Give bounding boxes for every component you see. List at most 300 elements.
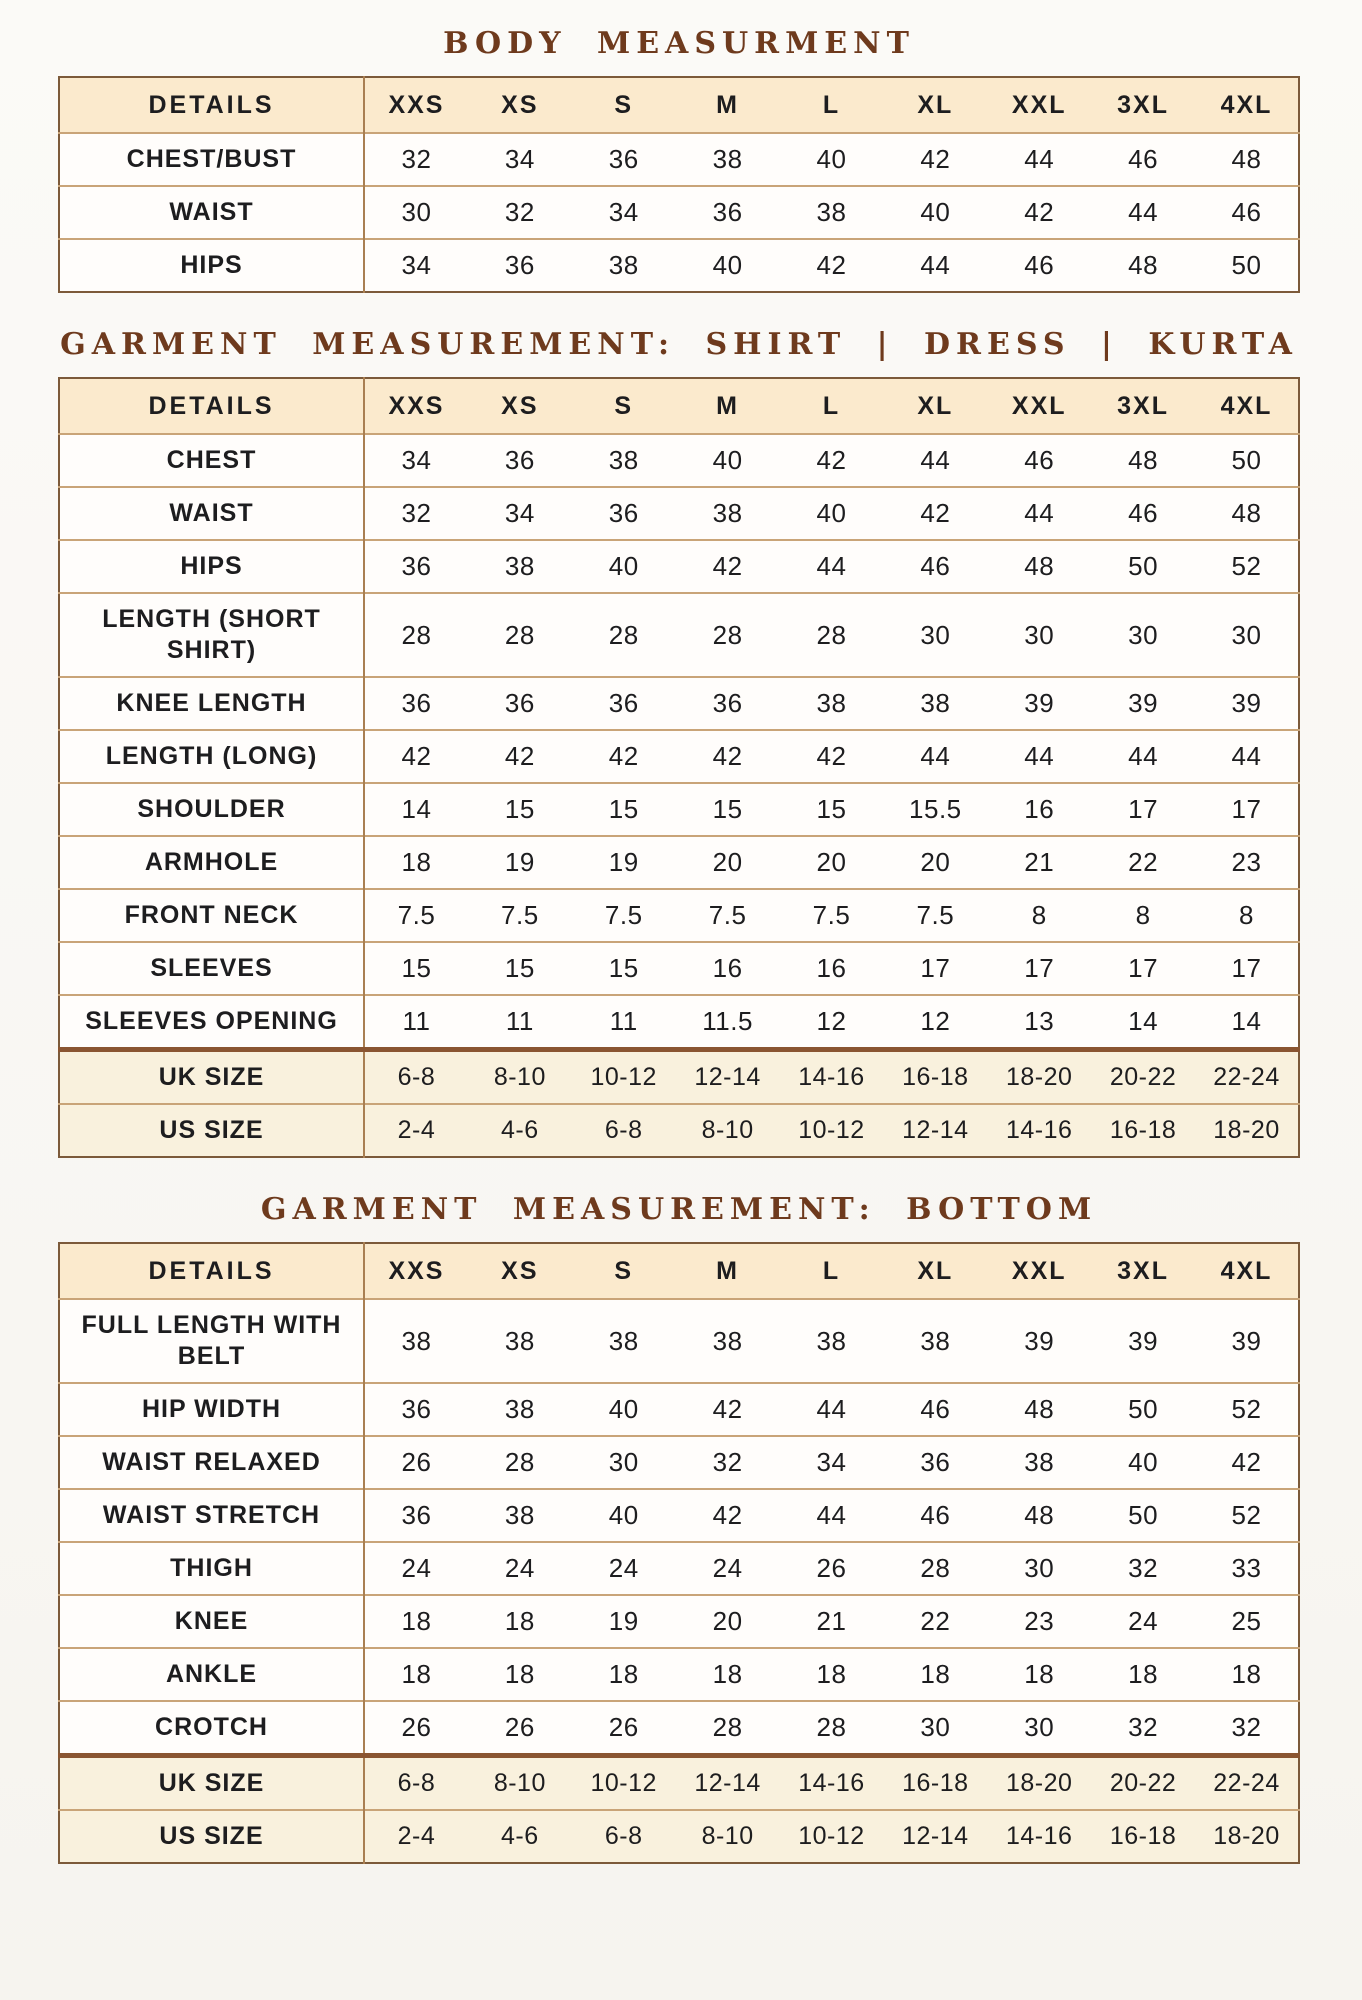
table-row xyxy=(59,1595,1299,1648)
size-header: 4XL xyxy=(1195,77,1299,133)
value-cell: 17 xyxy=(1091,942,1195,995)
value-cell: 40 xyxy=(572,1383,676,1436)
value-cell: 11.5 xyxy=(676,995,780,1050)
row-label: UK SIZE xyxy=(59,1756,364,1811)
measurement-table xyxy=(58,76,1300,293)
size-header: XXL xyxy=(987,77,1091,133)
value-cell: 18 xyxy=(1195,1648,1299,1701)
row-label: SLEEVES OPENING xyxy=(59,995,364,1050)
row-label: CROTCH xyxy=(59,1701,364,1756)
value-cell: 38 xyxy=(468,1299,572,1383)
value-cell: 10-12 xyxy=(780,1810,884,1863)
value-cell: 6-8 xyxy=(364,1756,468,1811)
value-cell: 42 xyxy=(364,730,468,783)
value-cell: 46 xyxy=(883,540,987,593)
size-header: XL xyxy=(883,1243,987,1299)
row-label: LENGTH (SHORT SHIRT) xyxy=(59,593,364,677)
value-cell: 16-18 xyxy=(883,1050,987,1105)
value-cell: 22 xyxy=(1091,836,1195,889)
table-row xyxy=(59,1542,1299,1595)
size-header: S xyxy=(572,378,676,434)
value-cell: 42 xyxy=(780,434,884,487)
table-row xyxy=(59,677,1299,730)
table-row xyxy=(59,942,1299,995)
value-cell: 32 xyxy=(1195,1701,1299,1756)
value-cell: 50 xyxy=(1091,1383,1195,1436)
value-cell: 42 xyxy=(468,730,572,783)
value-cell: 8 xyxy=(987,889,1091,942)
value-cell: 28 xyxy=(468,593,572,677)
value-cell: 46 xyxy=(1195,186,1299,239)
value-cell: 18 xyxy=(468,1595,572,1648)
size-header: S xyxy=(572,1243,676,1299)
value-cell: 24 xyxy=(676,1542,780,1595)
value-cell: 15 xyxy=(572,783,676,836)
table-row xyxy=(59,186,1299,239)
value-cell: 8-10 xyxy=(676,1810,780,1863)
value-cell: 22-24 xyxy=(1195,1756,1299,1811)
value-cell: 44 xyxy=(987,133,1091,186)
value-cell: 18-20 xyxy=(987,1050,1091,1105)
value-cell: 26 xyxy=(780,1542,884,1595)
value-cell: 36 xyxy=(468,434,572,487)
value-cell: 44 xyxy=(987,487,1091,540)
table-row xyxy=(59,1648,1299,1701)
value-cell: 42 xyxy=(780,730,884,783)
value-cell: 7.5 xyxy=(468,889,572,942)
value-cell: 18-20 xyxy=(987,1756,1091,1811)
value-cell: 30 xyxy=(987,593,1091,677)
value-cell: 38 xyxy=(572,1299,676,1383)
value-cell: 26 xyxy=(364,1436,468,1489)
value-cell: 42 xyxy=(883,487,987,540)
value-cell: 44 xyxy=(883,730,987,783)
header-row xyxy=(59,378,1299,434)
value-cell: 15 xyxy=(364,942,468,995)
value-cell: 15 xyxy=(676,783,780,836)
size-header: 3XL xyxy=(1091,77,1195,133)
value-cell: 15 xyxy=(572,942,676,995)
value-cell: 16 xyxy=(676,942,780,995)
table-head xyxy=(59,1243,1299,1299)
value-cell: 46 xyxy=(1091,487,1195,540)
value-cell: 12-14 xyxy=(676,1050,780,1105)
size-header: M xyxy=(676,378,780,434)
value-cell: 46 xyxy=(987,239,1091,292)
value-cell: 20 xyxy=(676,836,780,889)
value-cell: 38 xyxy=(468,540,572,593)
value-cell: 40 xyxy=(676,239,780,292)
value-cell: 33 xyxy=(1195,1542,1299,1595)
value-cell: 52 xyxy=(1195,540,1299,593)
value-cell: 7.5 xyxy=(780,889,884,942)
value-cell: 11 xyxy=(468,995,572,1050)
value-cell: 28 xyxy=(676,1701,780,1756)
value-cell: 44 xyxy=(780,540,884,593)
row-label: ANKLE xyxy=(59,1648,364,1701)
value-cell: 12-14 xyxy=(883,1810,987,1863)
value-cell: 36 xyxy=(572,487,676,540)
table-row xyxy=(59,1810,1299,1863)
value-cell: 6-8 xyxy=(572,1104,676,1157)
size-header: L xyxy=(780,1243,884,1299)
row-label: UK SIZE xyxy=(59,1050,364,1105)
value-cell: 8 xyxy=(1195,889,1299,942)
details-header: DETAILS xyxy=(59,77,364,133)
row-label: LENGTH (LONG) xyxy=(59,730,364,783)
value-cell: 34 xyxy=(468,133,572,186)
value-cell: 42 xyxy=(780,239,884,292)
table-row xyxy=(59,593,1299,677)
value-cell: 15 xyxy=(468,942,572,995)
value-cell: 18 xyxy=(364,836,468,889)
size-header: XXL xyxy=(987,378,1091,434)
value-cell: 48 xyxy=(987,1489,1091,1542)
size-header: XS xyxy=(468,1243,572,1299)
value-cell: 38 xyxy=(364,1299,468,1383)
table-body xyxy=(59,434,1299,1157)
value-cell: 42 xyxy=(676,730,780,783)
header-row xyxy=(59,1243,1299,1299)
value-cell: 23 xyxy=(1195,836,1299,889)
value-cell: 48 xyxy=(1091,434,1195,487)
value-cell: 17 xyxy=(1195,942,1299,995)
value-cell: 50 xyxy=(1195,239,1299,292)
value-cell: 34 xyxy=(780,1436,884,1489)
row-label: CHEST xyxy=(59,434,364,487)
value-cell: 20-22 xyxy=(1091,1756,1195,1811)
value-cell: 42 xyxy=(1195,1436,1299,1489)
value-cell: 22 xyxy=(883,1595,987,1648)
value-cell: 28 xyxy=(780,593,884,677)
value-cell: 40 xyxy=(780,133,884,186)
value-cell: 14 xyxy=(364,783,468,836)
value-cell: 14 xyxy=(1195,995,1299,1050)
value-cell: 24 xyxy=(572,1542,676,1595)
value-cell: 28 xyxy=(780,1701,884,1756)
value-cell: 19 xyxy=(572,836,676,889)
value-cell: 12 xyxy=(780,995,884,1050)
size-header: M xyxy=(676,77,780,133)
row-label: WAIST xyxy=(59,186,364,239)
table-row xyxy=(59,1701,1299,1756)
value-cell: 40 xyxy=(676,434,780,487)
row-label: HIPS xyxy=(59,540,364,593)
value-cell: 17 xyxy=(987,942,1091,995)
value-cell: 8-10 xyxy=(468,1756,572,1811)
value-cell: 36 xyxy=(468,239,572,292)
value-cell: 50 xyxy=(1195,434,1299,487)
value-cell: 36 xyxy=(676,186,780,239)
row-label: KNEE xyxy=(59,1595,364,1648)
value-cell: 36 xyxy=(364,540,468,593)
row-label: THIGH xyxy=(59,1542,364,1595)
value-cell: 39 xyxy=(1195,677,1299,730)
value-cell: 44 xyxy=(987,730,1091,783)
value-cell: 24 xyxy=(468,1542,572,1595)
value-cell: 7.5 xyxy=(883,889,987,942)
table-row xyxy=(59,1104,1299,1157)
size-header: XL xyxy=(883,77,987,133)
value-cell: 30 xyxy=(883,1701,987,1756)
value-cell: 44 xyxy=(883,434,987,487)
value-cell: 16-18 xyxy=(1091,1810,1195,1863)
value-cell: 40 xyxy=(883,186,987,239)
value-cell: 39 xyxy=(1091,1299,1195,1383)
size-header: XS xyxy=(468,77,572,133)
value-cell: 34 xyxy=(468,487,572,540)
value-cell: 32 xyxy=(364,487,468,540)
value-cell: 38 xyxy=(676,133,780,186)
table-row xyxy=(59,836,1299,889)
value-cell: 25 xyxy=(1195,1595,1299,1648)
value-cell: 32 xyxy=(364,133,468,186)
size-header: 3XL xyxy=(1091,378,1195,434)
value-cell: 16 xyxy=(987,783,1091,836)
table-title: GARMENT MEASUREMENT: BOTTOM xyxy=(260,1192,1098,1227)
size-header: S xyxy=(572,77,676,133)
value-cell: 19 xyxy=(572,1595,676,1648)
size-header: XXS xyxy=(364,1243,468,1299)
value-cell: 16 xyxy=(780,942,884,995)
tables-container xyxy=(58,26,1300,1864)
value-cell: 38 xyxy=(676,487,780,540)
value-cell: 10-12 xyxy=(572,1050,676,1105)
row-label: WAIST xyxy=(59,487,364,540)
value-cell: 8-10 xyxy=(676,1104,780,1157)
value-cell: 15.5 xyxy=(883,783,987,836)
value-cell: 17 xyxy=(883,942,987,995)
value-cell: 46 xyxy=(987,434,1091,487)
value-cell: 18 xyxy=(883,1648,987,1701)
value-cell: 4-6 xyxy=(468,1810,572,1863)
value-cell: 28 xyxy=(883,1542,987,1595)
value-cell: 18 xyxy=(572,1648,676,1701)
value-cell: 30 xyxy=(987,1542,1091,1595)
table-row xyxy=(59,1436,1299,1489)
row-label: US SIZE xyxy=(59,1810,364,1863)
value-cell: 38 xyxy=(572,239,676,292)
value-cell: 36 xyxy=(676,677,780,730)
table-row xyxy=(59,783,1299,836)
value-cell: 44 xyxy=(1091,730,1195,783)
value-cell: 23 xyxy=(987,1595,1091,1648)
value-cell: 7.5 xyxy=(676,889,780,942)
table-row xyxy=(59,487,1299,540)
table-row xyxy=(59,540,1299,593)
value-cell: 21 xyxy=(987,836,1091,889)
value-cell: 44 xyxy=(780,1489,884,1542)
row-label: FULL LENGTH WITH BELT xyxy=(59,1299,364,1383)
value-cell: 18 xyxy=(987,1648,1091,1701)
value-cell: 42 xyxy=(676,1383,780,1436)
value-cell: 44 xyxy=(1195,730,1299,783)
size-header: XXS xyxy=(364,378,468,434)
row-label: SHOULDER xyxy=(59,783,364,836)
table-body xyxy=(59,133,1299,292)
table-row xyxy=(59,434,1299,487)
table-row xyxy=(59,1489,1299,1542)
value-cell: 32 xyxy=(1091,1701,1195,1756)
value-cell: 28 xyxy=(468,1436,572,1489)
value-cell: 20 xyxy=(883,836,987,889)
row-label: HIP WIDTH xyxy=(59,1383,364,1436)
value-cell: 16-18 xyxy=(1091,1104,1195,1157)
value-cell: 38 xyxy=(468,1489,572,1542)
value-cell: 36 xyxy=(572,677,676,730)
size-header: XL xyxy=(883,378,987,434)
table-row xyxy=(59,995,1299,1050)
value-cell: 44 xyxy=(780,1383,884,1436)
value-cell: 39 xyxy=(1195,1299,1299,1383)
value-cell: 52 xyxy=(1195,1489,1299,1542)
measurement-table xyxy=(58,377,1300,1158)
value-cell: 39 xyxy=(987,1299,1091,1383)
value-cell: 34 xyxy=(572,186,676,239)
table-row xyxy=(59,889,1299,942)
value-cell: 4-6 xyxy=(468,1104,572,1157)
table-row xyxy=(59,1756,1299,1811)
table-section-1 xyxy=(58,327,1300,1158)
value-cell: 40 xyxy=(572,540,676,593)
value-cell: 6-8 xyxy=(364,1050,468,1105)
value-cell: 40 xyxy=(1091,1436,1195,1489)
row-label: US SIZE xyxy=(59,1104,364,1157)
value-cell: 32 xyxy=(1091,1542,1195,1595)
value-cell: 36 xyxy=(883,1436,987,1489)
value-cell: 42 xyxy=(676,1489,780,1542)
value-cell: 38 xyxy=(780,1299,884,1383)
value-cell: 30 xyxy=(364,186,468,239)
size-header: XS xyxy=(468,378,572,434)
details-header: DETAILS xyxy=(59,378,364,434)
value-cell: 18 xyxy=(468,1648,572,1701)
value-cell: 38 xyxy=(676,1299,780,1383)
value-cell: 16-18 xyxy=(883,1756,987,1811)
value-cell: 30 xyxy=(1091,593,1195,677)
value-cell: 12-14 xyxy=(676,1756,780,1811)
value-cell: 46 xyxy=(1091,133,1195,186)
value-cell: 39 xyxy=(987,677,1091,730)
value-cell: 11 xyxy=(572,995,676,1050)
size-header: L xyxy=(780,378,884,434)
value-cell: 7.5 xyxy=(572,889,676,942)
value-cell: 38 xyxy=(468,1383,572,1436)
value-cell: 34 xyxy=(364,239,468,292)
value-cell: 48 xyxy=(987,1383,1091,1436)
value-cell: 36 xyxy=(572,133,676,186)
size-header: 3XL xyxy=(1091,1243,1195,1299)
measurement-table xyxy=(58,1242,1300,1864)
value-cell: 36 xyxy=(364,1489,468,1542)
value-cell: 36 xyxy=(364,1383,468,1436)
value-cell: 38 xyxy=(572,434,676,487)
value-cell: 52 xyxy=(1195,1383,1299,1436)
value-cell: 14-16 xyxy=(987,1104,1091,1157)
value-cell: 38 xyxy=(780,677,884,730)
value-cell: 11 xyxy=(364,995,468,1050)
value-cell: 18-20 xyxy=(1195,1104,1299,1157)
value-cell: 6-8 xyxy=(572,1810,676,1863)
value-cell: 26 xyxy=(468,1701,572,1756)
value-cell: 42 xyxy=(987,186,1091,239)
value-cell: 50 xyxy=(1091,540,1195,593)
value-cell: 24 xyxy=(1091,1595,1195,1648)
table-row xyxy=(59,1050,1299,1105)
value-cell: 38 xyxy=(883,677,987,730)
value-cell: 10-12 xyxy=(780,1104,884,1157)
size-header: 4XL xyxy=(1195,378,1299,434)
row-label: KNEE LENGTH xyxy=(59,677,364,730)
value-cell: 18 xyxy=(676,1648,780,1701)
value-cell: 40 xyxy=(572,1489,676,1542)
table-head xyxy=(59,77,1299,133)
value-cell: 15 xyxy=(780,783,884,836)
value-cell: 28 xyxy=(676,593,780,677)
row-label: FRONT NECK xyxy=(59,889,364,942)
value-cell: 13 xyxy=(987,995,1091,1050)
table-row xyxy=(59,730,1299,783)
value-cell: 20-22 xyxy=(1091,1050,1195,1105)
value-cell: 48 xyxy=(987,540,1091,593)
value-cell: 8 xyxy=(1091,889,1195,942)
row-label: HIPS xyxy=(59,239,364,292)
value-cell: 38 xyxy=(780,186,884,239)
value-cell: 34 xyxy=(364,434,468,487)
value-cell: 10-12 xyxy=(572,1756,676,1811)
size-header: 4XL xyxy=(1195,1243,1299,1299)
value-cell: 48 xyxy=(1091,239,1195,292)
value-cell: 44 xyxy=(1091,186,1195,239)
value-cell: 38 xyxy=(987,1436,1091,1489)
value-cell: 30 xyxy=(987,1701,1091,1756)
value-cell: 17 xyxy=(1091,783,1195,836)
value-cell: 26 xyxy=(572,1701,676,1756)
value-cell: 18 xyxy=(1091,1648,1195,1701)
value-cell: 42 xyxy=(676,540,780,593)
value-cell: 19 xyxy=(468,836,572,889)
value-cell: 14-16 xyxy=(987,1810,1091,1863)
size-header: XXS xyxy=(364,77,468,133)
row-label: ARMHOLE xyxy=(59,836,364,889)
value-cell: 50 xyxy=(1091,1489,1195,1542)
table-title: GARMENT MEASUREMENT: SHIRT | DRESS | KURTA xyxy=(60,327,1298,362)
value-cell: 14-16 xyxy=(780,1756,884,1811)
value-cell: 18 xyxy=(364,1595,468,1648)
value-cell: 39 xyxy=(1091,677,1195,730)
row-label: WAIST RELAXED xyxy=(59,1436,364,1489)
value-cell: 48 xyxy=(1195,487,1299,540)
value-cell: 30 xyxy=(572,1436,676,1489)
value-cell: 2-4 xyxy=(364,1104,468,1157)
value-cell: 14-16 xyxy=(780,1050,884,1105)
size-header: XXL xyxy=(987,1243,1091,1299)
table-row xyxy=(59,1383,1299,1436)
table-row xyxy=(59,133,1299,186)
value-cell: 42 xyxy=(883,133,987,186)
value-cell: 44 xyxy=(883,239,987,292)
value-cell: 40 xyxy=(780,487,884,540)
value-cell: 18-20 xyxy=(1195,1810,1299,1863)
value-cell: 2-4 xyxy=(364,1810,468,1863)
table-section-0 xyxy=(58,26,1300,293)
value-cell: 12-14 xyxy=(883,1104,987,1157)
table-body xyxy=(59,1299,1299,1863)
size-header: M xyxy=(676,1243,780,1299)
value-cell: 38 xyxy=(883,1299,987,1383)
value-cell: 20 xyxy=(780,836,884,889)
value-cell: 15 xyxy=(468,783,572,836)
